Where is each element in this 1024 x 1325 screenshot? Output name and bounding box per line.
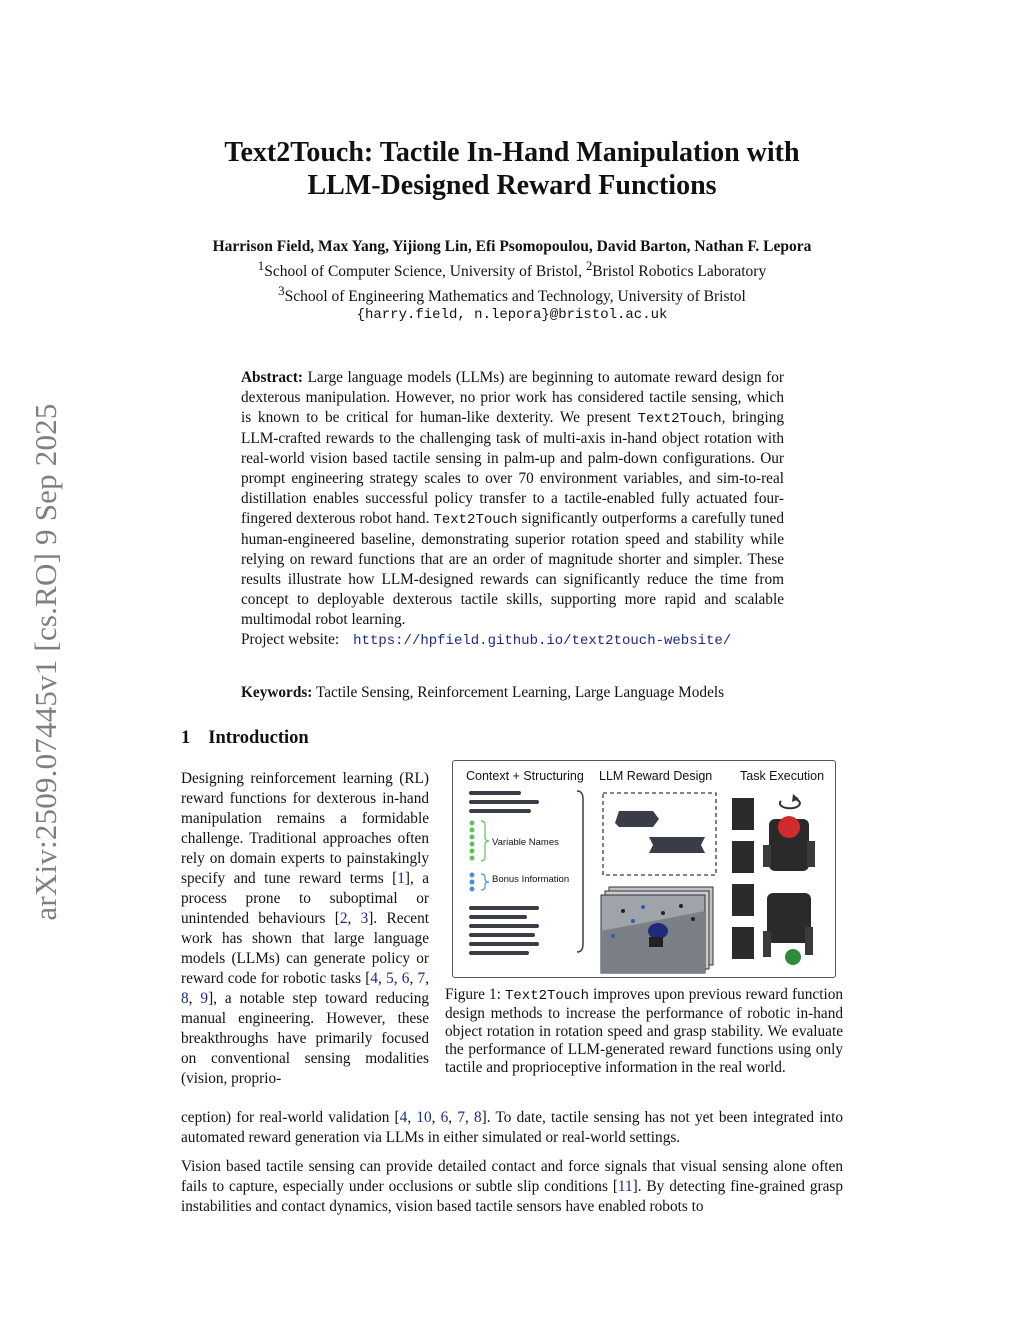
citation-link[interactable]: 8 (181, 990, 189, 1007)
author-email: {harry.field, n.lepora}@bristol.ac.uk (356, 307, 668, 324)
citation-link[interactable]: 4 (370, 970, 379, 987)
citation-link[interactable]: 9 (200, 990, 209, 1007)
citation-link[interactable]: 6 (401, 970, 410, 987)
figure-1-caption: Figure 1: Text2Touch improves upon previous reward function design methods to increase the performance of robotic in-hand object rotation in rotation speed and grasp stability. We evaluate the performance of LLM-generated reward functions using only tactile and proprioceptive information in the real world. (445, 986, 843, 1076)
citation-link[interactable]: 2 (339, 910, 348, 927)
title-line-2: LLM-Designed Reward Functions (307, 170, 717, 201)
simulation-environment-icon (601, 887, 713, 973)
variable-dots-icon (470, 821, 475, 861)
paper-title (150, 136, 874, 202)
keywords-label: Keywords: (241, 684, 313, 701)
figure-heading-task: Task Execution (740, 769, 825, 783)
abstract: Abstract: Large language models (LLMs) are beginning to automate reward design for dexterous manipulation. However, no prior work has considered tactile sensing, which is known to be critical for human-like dexterity. We present Text2Touch, bringing LLM-crafted rewards to the challenging task of multi-axis in-hand object rotation with real-world vision based tactile sensing in palm-up and palm-down configurations. Our prompt engineering strategy scales to over 70 environment variables, and sim-to-real distillation enables successful policy transfer to a tactile-enabled fully actuated four-fingered dexterous robot hand. Text2Touch significantly outperforms a carefully tuned human-engineered baseline, demonstrating superior rotation speed and stability while relying on reward functions that are an order of magnitude shorter and simpler. These results illustrate how LLM-designed rewards can significantly reduce the time from concept to deployable dexterous tactile skills, supporting more rapid and scalable multimodal robot learning. Project website: https://hpfield.github.io/text2touch-website/ (241, 369, 785, 649)
citation-link[interactable]: 7 (417, 970, 426, 987)
robot-hand-palm-up-icon (763, 816, 815, 871)
robot-hand-palm-down-icon (763, 893, 813, 965)
citation-link[interactable]: 1 (397, 870, 405, 887)
project-website-link[interactable]: https://hpfield.github.io/text2touch-website/ (353, 633, 732, 649)
title-line-1: Text2Touch: Tactile In-Hand Manipulation with (224, 137, 800, 168)
intro-paragraph-1-cont: ception) for real-world validation [4, 10, 6, 7, 8]. To date, tactile sensing has not yet been integrated into automated reward generation via LLMs in either simulated or real-world settings. (181, 1109, 844, 1146)
affiliation-2: $^3$School of Engineering Mathematics and Technology, University of Bristol (278, 283, 746, 306)
figure-heading-context: Context + Structuring (466, 769, 584, 783)
citation-link[interactable]: 3 (360, 910, 369, 927)
tactile-images-icon (732, 798, 754, 959)
caption-label: Figure 1: (445, 986, 501, 1003)
affiliation-1: $^1$School of Computer Science, University of Bristol, $^2$Bristol Robotics Laboratory (257, 258, 767, 281)
prompt-lines-icon (469, 791, 539, 955)
citation-link[interactable]: 11 (617, 1178, 633, 1195)
label-variable-names: Variable Names (492, 837, 559, 848)
intro-paragraph-1: Designing reinforcement learning (RL) reward functions for dexterous in-hand manipulation remains a formidable challenge. Traditional approaches often rely on domain experts to painstakingly specify and tune reward terms [1], a process prone to suboptimal or unintended behaviours [2, 3]. Recent work has shown that large language models (LLMs) can generate policy or reward code for robotic tasks [4, 5, 6, 7, 8, 9], a notable step toward reducing manual engineering. However, these breakthroughs have primarily focused on conventional sensing modalities (vision, proprio- (181, 770, 429, 1087)
intro-paragraph-2: Vision based tactile sensing can provide detailed contact and force signals that visual sensing alone often fails to capture, especially under occlusions or subtle slip conditions [11]. By detecting fine-grained grasp instabilities and contact dynamics, vision based tactile sensors have enabled robots to (181, 1158, 843, 1215)
citation-link[interactable]: 8 (473, 1109, 482, 1126)
section-heading: 1 Introduction (181, 728, 309, 748)
citation-link[interactable]: 4 (399, 1109, 408, 1126)
author-names: Harrison Field, Max Yang, Yijiong Lin, Efi Psomopoulou, David Barton, Nathan F. Lepora (212, 238, 812, 255)
figure-heading-llm: LLM Reward Design (599, 769, 713, 783)
label-bonus-information: Bonus Information (492, 874, 570, 885)
rotation-arrow-icon (780, 799, 800, 808)
abstract-label: Abstract: (241, 369, 304, 386)
author-block (150, 237, 874, 325)
project-website: Project website: https://hpfield.github.io/text2touch-website/ (241, 631, 732, 649)
citation-link[interactable]: 6 (440, 1109, 449, 1126)
citation-link[interactable]: 7 (457, 1109, 465, 1126)
figure-graphic (453, 761, 834, 976)
arxiv-identifier: arXiv:2509.07445v1 [cs.RO] 9 Sep 2025 (28, 403, 63, 921)
bonus-dots-icon (470, 873, 475, 892)
citation-link[interactable]: 5 (386, 970, 394, 987)
citation-link[interactable]: 10 (416, 1109, 432, 1126)
figure-1 (452, 760, 836, 978)
llm-code-shapes-icon (615, 811, 705, 853)
keywords: Keywords: Tactile Sensing, Reinforcement Learning, Large Language Models (241, 684, 725, 701)
